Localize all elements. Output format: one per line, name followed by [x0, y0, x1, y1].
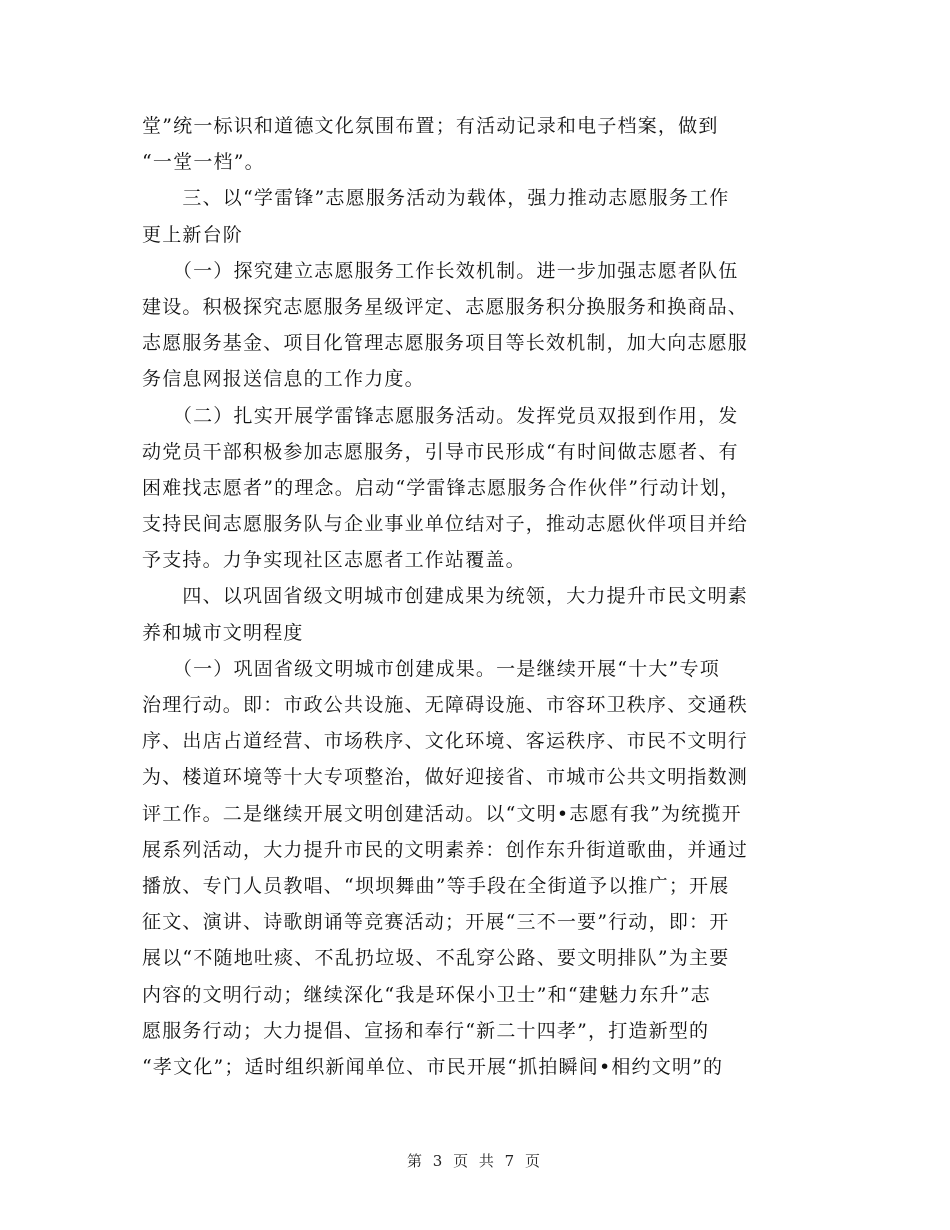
text-line: 困难找志愿者”的理念。启动“学雷锋志愿服务合作伙伴”行动计划， [142, 476, 741, 499]
section-heading: 四、以巩固省级文明城市创建成果为统领，大力提升市民文明素 [142, 585, 749, 608]
text-line: 播放、专门人员教唱、“坝坝舞曲”等手段在全街道予以推广；开展 [142, 874, 730, 897]
text-line: 堂”统一标识和道德文化氛围布置；有活动记录和电子档案，做到 [142, 115, 719, 137]
section-heading: 三、以“学雷锋”志愿服务活动为载体，强力推动志愿服务工作 [142, 187, 730, 210]
paragraph-line: （二）扎实开展学雷锋志愿服务活动。发挥党员双报到作用，发 [142, 404, 739, 427]
text-line: 愿服务行动；大力提倡、宣扬和奉行“新二十四孝”，打造新型的 [142, 1019, 710, 1042]
text-line: 志愿服务基金、项目化管理志愿服务项目等长效机制，加大向志愿服 [142, 332, 749, 355]
text-line: “一堂一档”。 [142, 151, 265, 174]
text-line: 予支持。力争实现社区志愿者工作站覆盖。 [142, 549, 526, 572]
text-line: 支持民间志愿服务队与企业事业单位结对子，推动志愿伙伴项目并给 [142, 513, 749, 536]
text-line: 内容的文明行动；继续深化“我是环保小卫士”和“建魅力东升”志 [142, 983, 711, 1006]
paragraph-line: （一）巩固省级文明城市创建成果。一是继续开展“十大”专项 [142, 657, 720, 680]
paragraph-line: （一）探究建立志愿服务工作长效机制。进一步加强志愿者队伍 [142, 259, 739, 282]
text-line: 务信息网报送信息的工作力度。 [142, 368, 425, 391]
page-number-footer: 第 3 页 共 7 页 [407, 1152, 543, 1170]
text-line: 治理行动。即：市政公共设施、无障碍设施、市容环卫秩序、交通秩 [142, 694, 749, 716]
section-heading: 更上新台阶 [142, 223, 244, 246]
text-line: 展系列活动，大力提升市民的文明素养：创作东升街道歌曲，并通过 [142, 838, 749, 861]
body-text [142, 108, 812, 1085]
text-line: 为、楼道环境等十大专项整治，做好迎接省、市城市公共文明指数测 [142, 766, 749, 789]
text-line: “孝文化”；适时组织新闻单位、市民开展“抓拍瞬间•相约文明”的 [142, 1055, 724, 1078]
text-line: 展以“不随地吐痰、不乱扔垃圾、不乱穿公路、要文明排队”为主要 [142, 947, 730, 970]
text-line: 建设。积极探究志愿服务星级评定、志愿服务积分换服务和换商品、 [142, 295, 749, 318]
text-line: 动党员干部积极参加志愿服务，引导市民形成“有时间做志愿者、有 [142, 440, 739, 463]
text-line: 征文、演讲、诗歌朗诵等竞赛活动；开展“三不一要”行动，即：开 [142, 911, 730, 934]
section-heading: 养和城市文明程度 [142, 621, 304, 644]
text-line: 评工作。二是继续开展文明创建活动。以“文明•志愿有我”为统揽开 [142, 802, 742, 825]
text-line: 序、出店占道经营、市场秩序、文化环境、客运秩序、市民不文明行 [142, 730, 749, 753]
